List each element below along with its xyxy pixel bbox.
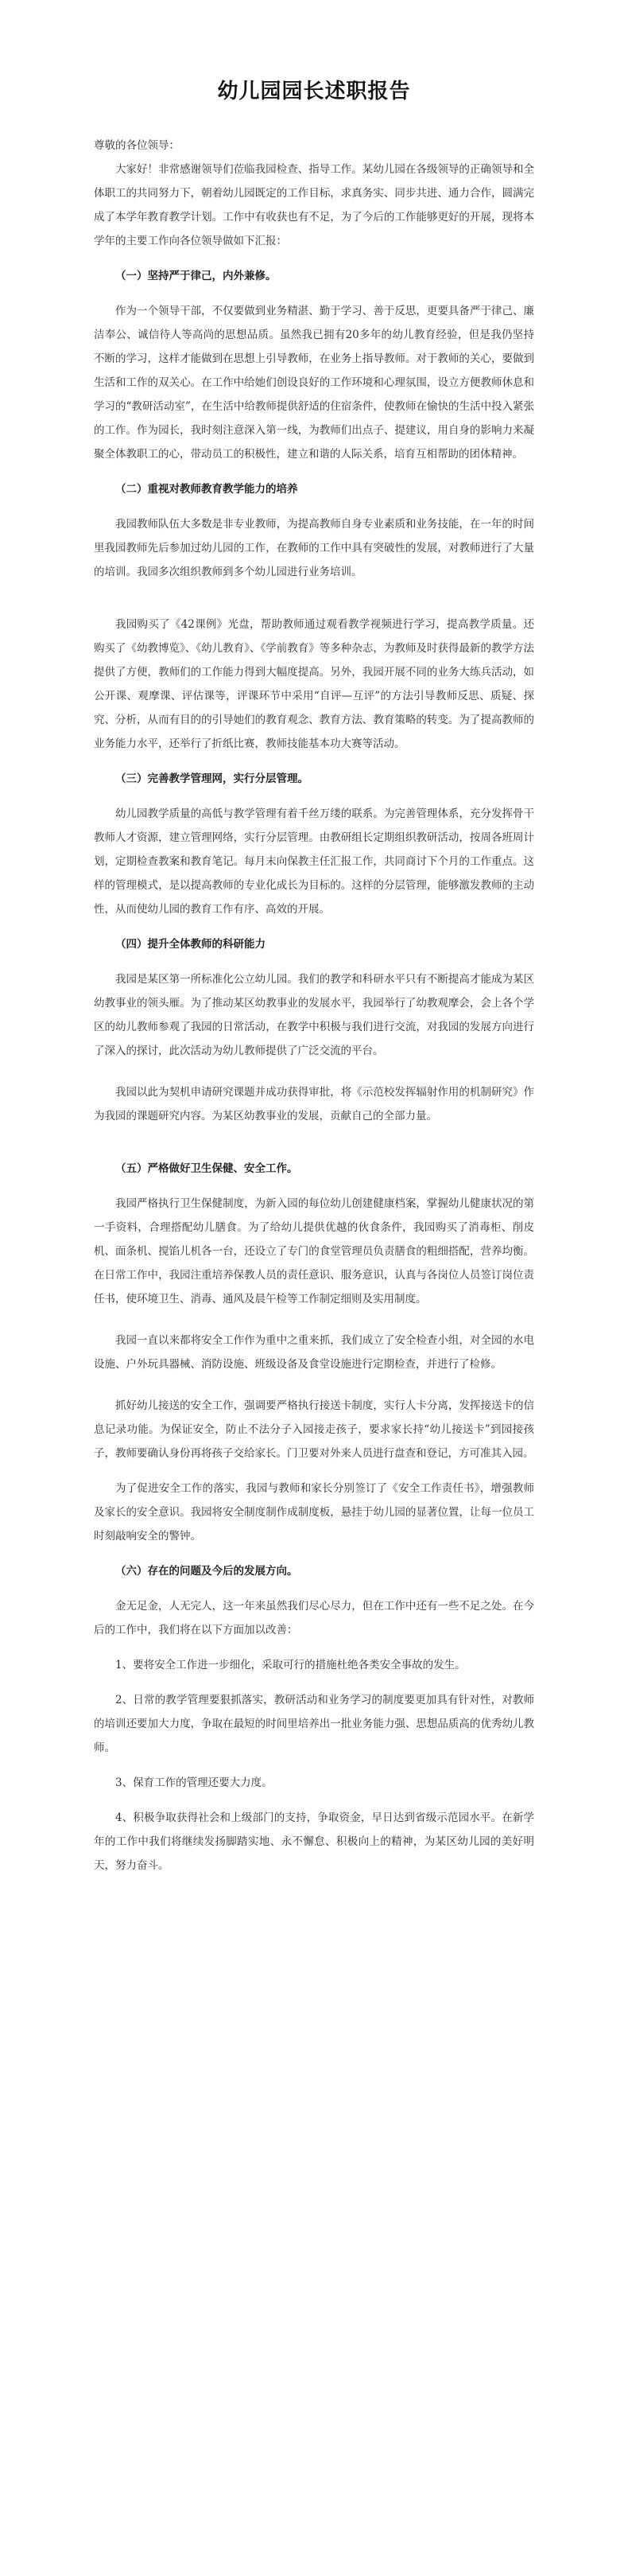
- intro-paragraph: 大家好！非常感谢领导们莅临我园检查、指导工作。某幼儿园在各级领导的正确领导和全体职工的共同努力下，朝着幼儿园既定的工作目标，求真务实、同步共进、通力合作，圆满完成了本学年教育教学计划。工作中有收获也有不足，为了今后的工作能够更好的开展，现将本学年的主要工作向各位领导做如下汇报：: [94, 163, 534, 247]
- paragraph: 我园购买了《42课例》光盘，帮助教师通过观看教学视频进行学习，提高教学质量。还购买了《幼教博览》、《幼儿教育》、《学前教育》等多种杂志，为教师及时获得最新的教学方法提供了方便，教师们的工作能力得到大幅度提高。另外，我园开展不同的业务大练兵活动，如公开课、观摩课、评估课等，评课环节中采用“自评—互评”的方法引导教师反思、质疑、探究、分析，从而有目的的引导她们的教育观念、教育方法、教育策略的转变。为了提高教师的业务能力水平，还举行了折纸比赛，教师技能基本功大赛等活动。: [94, 618, 534, 750]
- section-heading: （四）提升全体教师的科研能力: [115, 938, 266, 951]
- paragraph: 抓好幼儿接送的安全工作，强调要严格执行接送卡制度，实行人卡分离，发挥接送卡的信息记录功能。为保证安全，防止不法分子入园接走孩子，要求家长持“幼儿接送卡”到园接孩子，教师要确认身份再将孩子交给家长。门卫要对外来人员进行盘查和登记，方可准其入园。: [94, 1399, 534, 1460]
- section-heading: （二）重视对教师教育教学能力的培养: [115, 483, 298, 496]
- list-item: 2、日常的教学管理要狠抓落实，教研活动和业务学习的制度要更加具有针对性，对教师的培训还要加大力度，争取在最短的时间里培养出一批业务能力强、思想品质高的优秀幼儿教师。: [94, 1694, 534, 1754]
- paragraph: 金无足金，人无完人，这一年来虽然我们尽心尽力，但在工作中还有一些不足之处。在今后的工作中，我们将在以下方面加以改善：: [94, 1600, 534, 1636]
- salutation: 尊敬的各位领导：: [94, 139, 180, 152]
- section-heading: （六）存在的问题及今后的发展方向。: [115, 1565, 298, 1578]
- list-item: 3、保育工作的管理还要大力度。: [115, 1776, 273, 1789]
- paragraph: 作为一个领导干部，不仅要做到业务精湛、勤于学习、善于反思，更要具备严于律己、廉洁奉公、诚信待人等高尚的思想品质。虽然我已拥有20多年的幼儿教育经验，但是我仍坚持不断的学习，这样才能做到在思想上引导教师，在业务上指导教师。对于教师的关心，要做到生活和工作的双关心。在工作中给她们创设良好的工作环境和心理氛围，设立方便教师休息和学习的“教研活动室”，在生活中给教师提供舒适的住宿条件，使教师在愉快的生活中投入紧张的工作。作为园长，我时刻注意深入第一线，为教师们出点子、提建议，用自身的影响力来凝聚全体教职工的心，带动员工的积极性，建立和谐的人际关系，培育互相帮助的团体精神。: [94, 305, 534, 461]
- paragraph: 我园教师队伍大多数是非专业教师，为提高教师自身专业素质和业务技能，在一年的时间里我园教师先后参加过幼儿园的工作，在教师的工作中具有突破性的发展，对教师进行了大量的培训。我园多次组织教师到多个幼儿园进行业务培训。: [94, 518, 534, 578]
- document-body: [94, 134, 534, 1878]
- section-heading: （一）坚持严于律己，内外兼修。: [115, 270, 277, 282]
- list-item: 1、要将安全工作进一步细化，采取可行的措施杜绝各类安全事故的发生。: [115, 1659, 466, 1671]
- paragraph: 幼儿园教学质量的高低与教学管理有着千丝万缕的联系。为完善管理体系，充分发挥骨干教师人才资源，建立管理网络，实行分层管理。由教研组长定期组织教研活动，按周各班周计划，定期检查教案和教育笔记。每月末向保教主任汇报工作，共同商讨下个月的工作重点。这样的管理模式，是以提高教师的专业化成长为目标的。这样的分层管理，能够激发教师的主动性，从而使幼儿园的教育工作有序、高效的开展。: [94, 807, 534, 916]
- paragraph: 为了促进安全工作的落实，我园与教师和家长分别签订了《安全工作责任书》，增强教师及家长的安全意识。我园将安全制度制作成制度板，悬挂于幼儿园的显著位置，让每一位员工时刻敲响安全的警钟。: [94, 1482, 534, 1543]
- document-title: 幼儿园园长述职报告: [217, 80, 411, 103]
- section-heading: （三）完善教学管理网，实行分层管理。: [115, 772, 308, 785]
- section-heading: （五）严格做好卫生保健、安全工作。: [115, 1162, 298, 1175]
- paragraph: 我园一直以来都将安全工作作为重中之重来抓，我们成立了安全检查小组，对全园的水电设施、户外玩具器械、消防设施、班级设备及食堂设施进行定期检查，并进行了检修。: [94, 1334, 534, 1371]
- paragraph: 我园严格执行卫生保健制度，为新入园的每位幼儿创建健康档案，掌握幼儿健康状况的第一手资料，合理搭配幼儿膳食。为了给幼儿提供优越的伙食条件，我园购买了消毒柜、削皮机、面条机、搅馅儿机各一台，还设立了专门的食堂管理员负责膳食的粗细搭配，营养均衡。在日常工作中，我园注重培养保教人员的责任意识、服务意识，认真与各岗位人员签订岗位责任书，使环境卫生、消毒、通风及晨午检等工作制定细则及实用制度。: [94, 1197, 534, 1306]
- list-item: 4、积极争取获得社会和上级部门的支持，争取资金，早日达到省级示范园水平。在新学年的工作中我们将继续发扬脚踏实地、永不懈怠、积极向上的精神，为某区幼儿园的美好明天，努力奋斗。: [94, 1811, 534, 1872]
- paragraph: 我园以此为契机申请研究课题并成功获得审批，将《示范校发挥辐射作用的机制研究》作为我园的课题研究内容。为某区幼教事业的发展，贡献自己的全部力量。: [94, 1086, 534, 1123]
- paragraph: 我园是某区第一所标准化公立幼儿园。我们的教学和科研水平只有不断提高才能成为某区幼教事业的领头雁。为了推动某区幼教事业的发展水平，我园举行了幼教观摩会，会上各个学区的幼儿教师参观了我园的日常活动，在教学中积极与我们进行交流，对我园的发展方向进行了深入的探讨，此次活动为幼儿教师提供了广泛交流的平台。: [94, 973, 534, 1057]
